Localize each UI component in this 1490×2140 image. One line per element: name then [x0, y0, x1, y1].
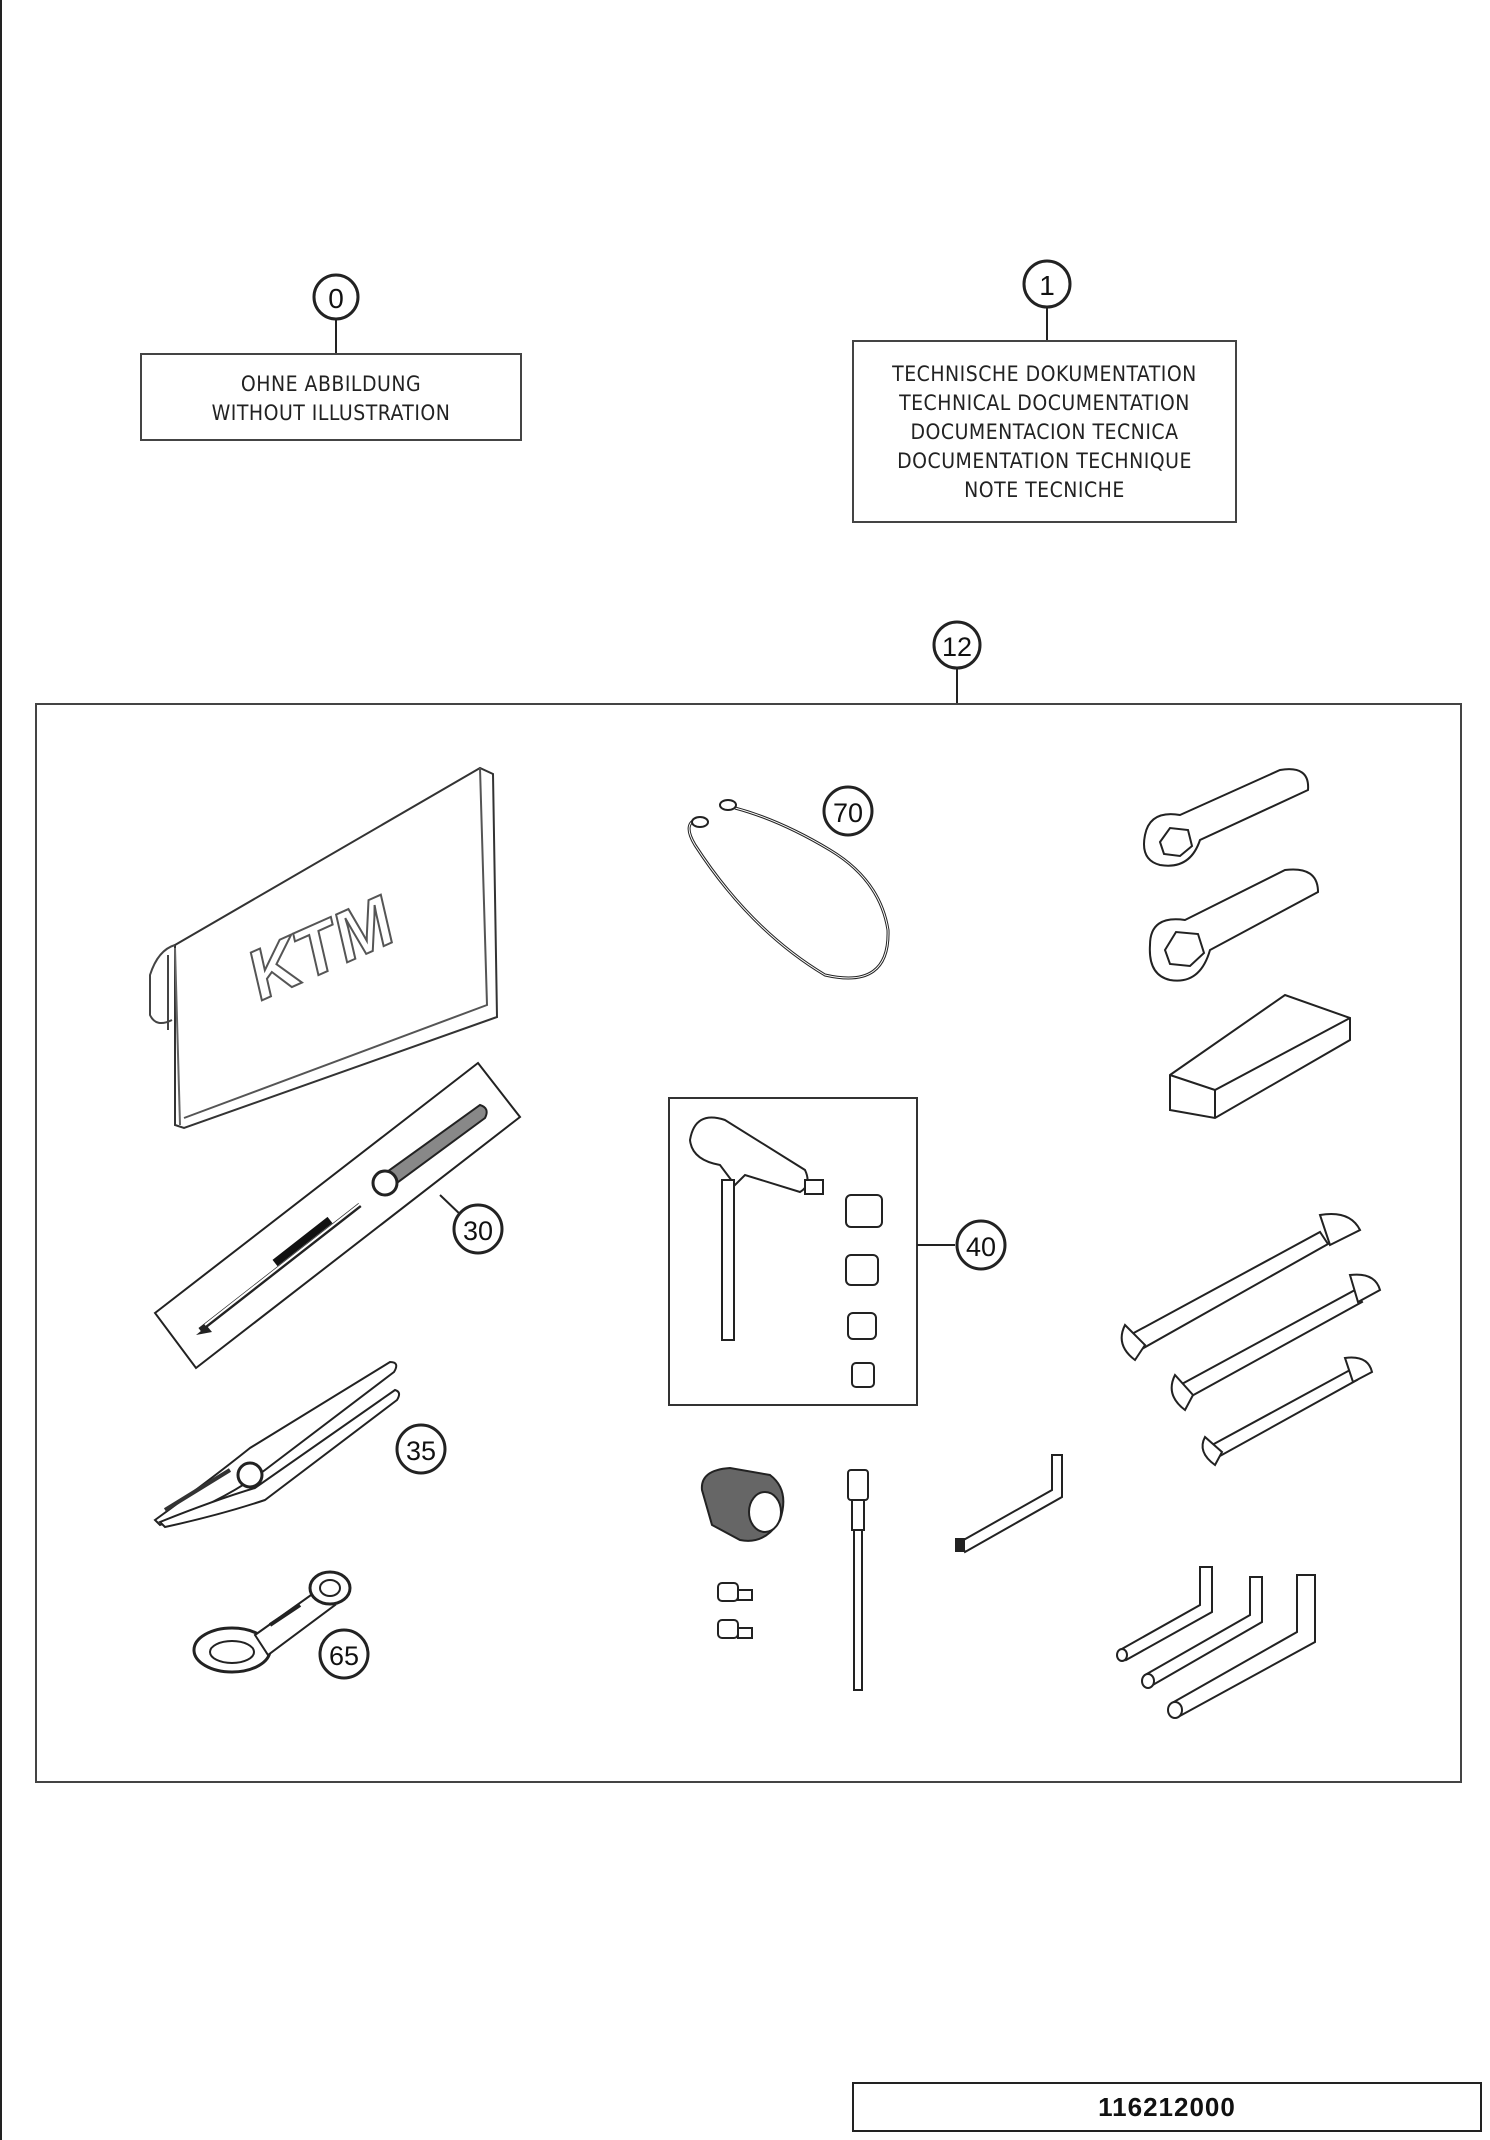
box-0-line: WITHOUT ILLUSTRATION [211, 401, 451, 425]
l-hex-key[interactable] [955, 1455, 1062, 1552]
callout-35-label: 35 [405, 1436, 437, 1466]
callout-35[interactable] [397, 1425, 445, 1473]
part-number-box: 116212000 [852, 2082, 1482, 2132]
callout-30[interactable] [454, 1205, 502, 1253]
callout-40-label: 40 [965, 1232, 997, 1262]
callout-0-label: 0 [328, 283, 344, 314]
hex-driver-set[interactable] [669, 1098, 917, 1405]
allen-key-set[interactable] [1117, 1567, 1315, 1718]
box-1-line: TECHNICAL DOCUMENTATION [899, 391, 1190, 415]
callout-0[interactable] [314, 275, 358, 319]
callout-1[interactable] [1024, 261, 1070, 307]
box-1-line: NOTE TECNICHE [964, 478, 1125, 502]
box-0-line: OHNE ABBILDUNG [240, 372, 422, 396]
callout-70-label: 70 [832, 798, 864, 828]
box-technical-documentation [852, 340, 1237, 523]
tool-bag[interactable] [150, 768, 497, 1128]
callout-65[interactable] [320, 1630, 368, 1678]
callout-12-label: 12 [941, 632, 973, 662]
long-hex-driver[interactable] [848, 1470, 868, 1690]
flat-bar[interactable] [1170, 995, 1350, 1118]
spanner-wrenches[interactable] [1144, 769, 1318, 980]
open-end-wrenches[interactable] [1122, 1214, 1380, 1465]
callout-65-label: 65 [328, 1641, 360, 1671]
callout-12[interactable] [934, 622, 980, 668]
callout-70[interactable] [824, 787, 872, 835]
callout-30-label: 30 [462, 1216, 494, 1246]
callout-1-label: 1 [1039, 270, 1055, 301]
socket-and-bits[interactable] [702, 1468, 783, 1638]
box-1-line: DOCUMENTACION TECNICA [910, 420, 1179, 444]
box-1-line: DOCUMENTATION TECHNIQUE [897, 449, 1192, 473]
box-1-line: TECHNISCHE DOKUMENTATION [892, 362, 1197, 386]
pliers[interactable] [155, 1362, 399, 1527]
callout-40[interactable] [957, 1221, 1005, 1269]
bag-logo: KTM [235, 881, 406, 1015]
box-without-illustration [140, 353, 522, 441]
